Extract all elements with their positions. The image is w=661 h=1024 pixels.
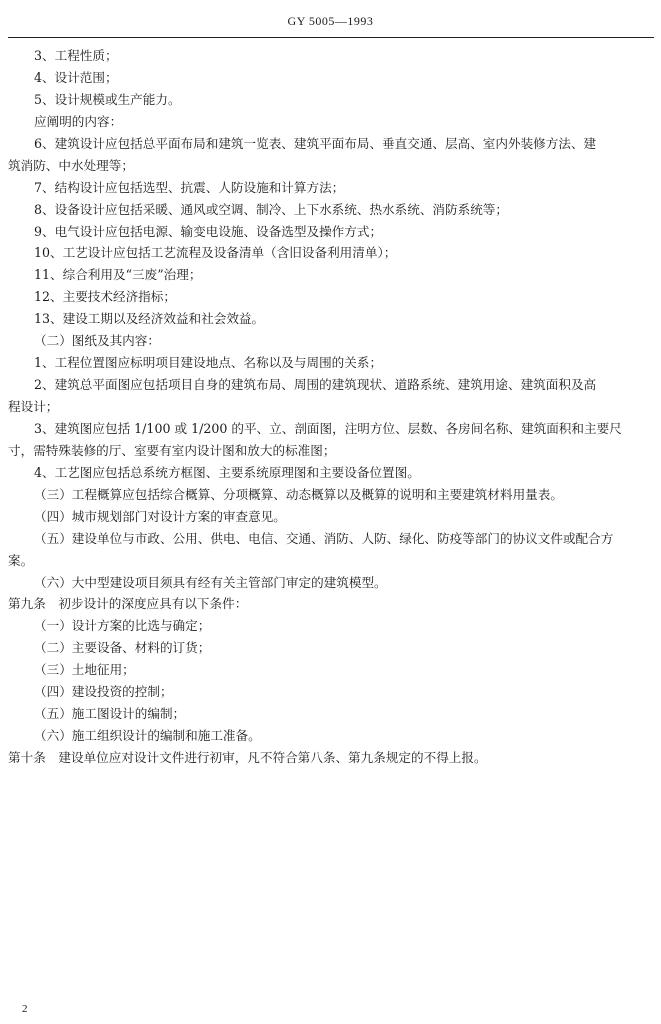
text-line: 9、电气设计应包括电源、输变电设施、设备选型及操作方式；: [34, 223, 383, 239]
text-line: 筑消防、中水处理等；: [8, 157, 134, 173]
text-line: 第十条 建设单位应对设计文件进行初审，凡不符合第八条、第九条规定的不得上报。: [8, 750, 487, 765]
text-line: 12、主要技术经济指标；: [34, 289, 176, 305]
document-header-code: GY 5005—1993: [287, 14, 374, 28]
text-line: （五）施工图设计的编制；: [34, 706, 186, 722]
text-line: （六）施工组织设计的编制和施工准备。: [34, 728, 261, 744]
text-line: 8、设备设计应包括采暖、通风或空调、制冷、上下水系统、热水系统、消防系统等；: [34, 201, 508, 217]
text-line: （四）城市规划部门对设计方案的审查意见。: [34, 508, 286, 524]
text-line: 6、建筑设计应包括总平面布局和建筑一览表、建筑平面布局、垂直交通、层高、室内外装修方法、建: [34, 135, 597, 151]
text-line: 7、结构设计应包括选型、抗震、人防设施和计算方法；: [34, 179, 345, 195]
text-line: （三）工程概算应包括综合概算、分项概算、动态概算以及概算的说明和主要建筑材料用量表。: [34, 486, 563, 502]
page-number: 2: [22, 1003, 28, 1015]
text-line: 4、设计范围；: [34, 69, 118, 85]
text-line: 第九条 初步设计的深度应具有以下条件：: [8, 596, 248, 612]
text-line: 3、建筑图应包括 1/100 或 1/200 的平、立、剖面图，注明方位、层数、各房间名称、建筑面积和主要尺: [34, 420, 622, 436]
text-line: 程设计；: [8, 399, 59, 414]
text-line: 3、工程性质；: [34, 48, 118, 63]
text-line: （二）图纸及其内容：: [34, 333, 160, 349]
text-line: 4、工艺图应包括总系统方框图、主要系统原理图和主要设备位置图。: [34, 464, 420, 480]
text-line: 寸，需特殊装修的厅、室要有室内设计图和放大的标准图；: [8, 442, 336, 458]
text-line: 10、工艺设计应包括工艺流程及设备清单（含旧设备利用清单）；: [34, 245, 397, 261]
text-line: （五）建设单位与市政、公用、供电、电信、交通、消防、人防、绿化、防疫等部门的协议文件或配合方: [34, 530, 614, 546]
text-line: 应阐明的内容：: [34, 113, 123, 129]
text-line: （一）设计方案的比选与确定；: [34, 618, 211, 634]
text-line: （二）主要设备、材料的订货；: [34, 640, 211, 656]
text-line: 案。: [8, 552, 34, 568]
text-line: 13、建设工期以及经济效益和社会效益。: [34, 311, 265, 327]
header-rule: [8, 37, 654, 38]
text-line: （四）建设投资的控制；: [34, 684, 173, 700]
text-line: 1、工程位置图应标明项目建设地点、名称以及与周围的关系；: [34, 355, 383, 371]
text-line: （三）土地征用；: [34, 662, 135, 678]
text-line: （六）大中型建设项目须具有经有关主管部门审定的建筑模型。: [34, 574, 387, 590]
document-body: [8, 45, 656, 769]
text-line: 11、综合利用及“三废”治理；: [34, 267, 202, 283]
text-line: 5、设计规模或生产能力。: [34, 91, 181, 107]
text-line: 2、建筑总平面图应包括项目自身的建筑布局、周围的建筑现状、道路系统、建筑用途、建筑面积及高: [34, 377, 597, 393]
